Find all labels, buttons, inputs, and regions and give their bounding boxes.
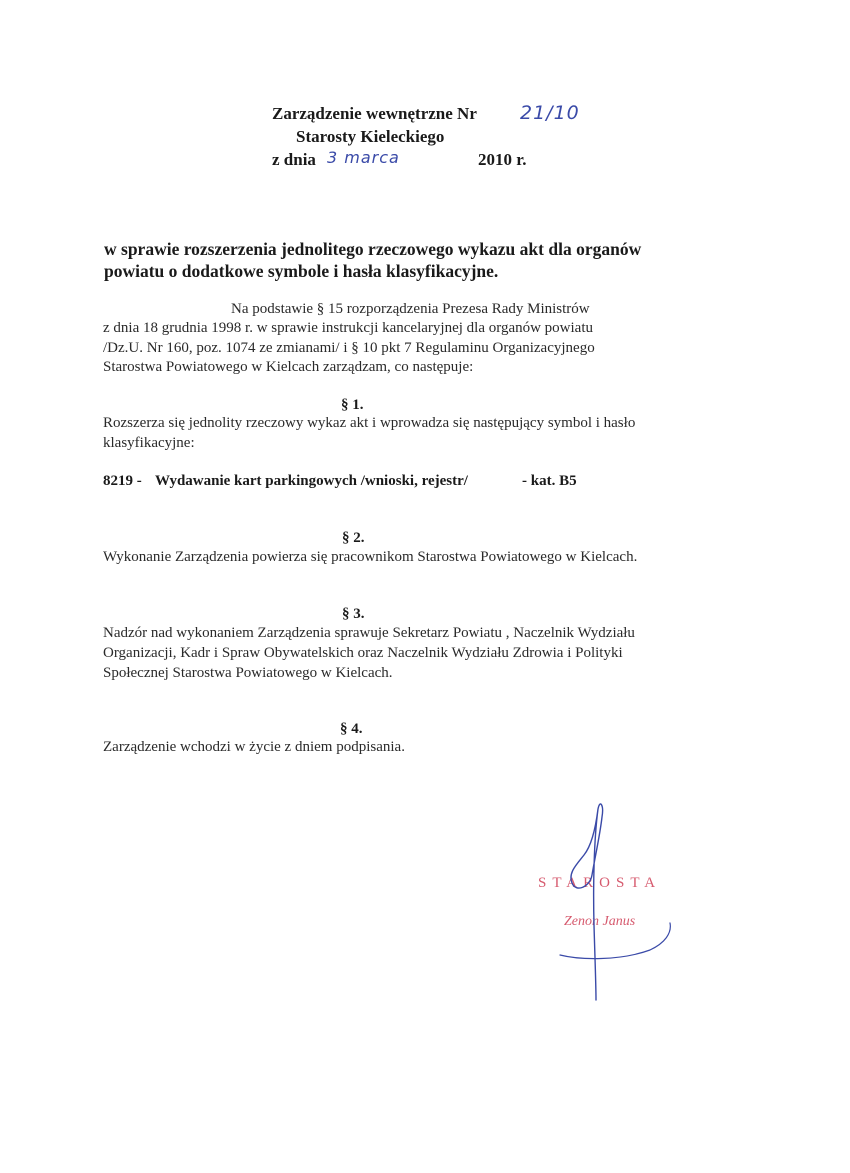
- year: 2010 r.: [478, 150, 527, 169]
- handwritten-signature: [540, 795, 690, 1020]
- section-4-heading: § 4.: [340, 721, 363, 737]
- handwritten-date: 3 marca: [327, 148, 400, 167]
- title-prefix: Zarządzenie wewnętrzne Nr: [272, 104, 477, 123]
- section-1-line-2: klasyfikacyjne:: [103, 435, 195, 451]
- preamble-line-3: /Dz.U. Nr 160, poz. 1074 ze zmianami/ i § 10 pkt 7 Regulaminu Organizacyjnego: [103, 340, 595, 356]
- section-3-line-1: Nadzór nad wykonaniem Zarządzenia sprawuje Sekretarz Powiatu , Naczelnik Wydziału: [103, 625, 635, 641]
- stamp-name: Zenon Janus: [564, 914, 636, 929]
- section-3-line-3: Społecznej Starostwa Powiatowego w Kielcach.: [103, 665, 393, 681]
- issuer-line: Starosty Kieleckiego: [296, 127, 445, 146]
- section-4-line-1: Zarządzenie wchodzi w życie z dniem podpisania.: [103, 739, 405, 755]
- preamble-line-4: Starostwa Powiatowego w Kielcach zarządzam, co następuje:: [103, 359, 474, 375]
- section-1-line-1: Rozszerza się jednolity rzeczowy wykaz akt i wprowadza się następujący symbol i hasło: [103, 415, 636, 431]
- stamp-title: STAROSTA: [538, 875, 662, 891]
- section-3-heading: § 3.: [342, 606, 365, 622]
- date-prefix: z dnia: [272, 150, 316, 169]
- subject-line-2: powiatu o dodatkowe symbole i hasła klasyfikacyjne.: [104, 261, 499, 281]
- handwritten-number: 21/10: [520, 102, 580, 124]
- section-2-line-1: Wykonanie Zarządzenia powierza się pracownikom Starostwa Powiatowego w Kielcach.: [103, 549, 638, 565]
- preamble-line-1: Na podstawie § 15 rozporządzenia Prezesa Rady Ministrów: [231, 301, 590, 317]
- section-3-line-2: Organizacji, Kadr i Spraw Obywatelskich oraz Naczelnik Wydziału Zdrowia i Polityki: [103, 645, 623, 661]
- section-2-heading: § 2.: [342, 530, 365, 546]
- preamble-line-2: z dnia 18 grudnia 1998 r. w sprawie instrukcji kancelaryjnej dla organów powiatu: [103, 320, 594, 336]
- entry-description: Wydawanie kart parkingowych /wnioski, rejestr/: [155, 473, 468, 489]
- entry-category: - kat. B5: [522, 473, 577, 489]
- entry-code: 8219 -: [103, 473, 142, 489]
- subject-line-1: w sprawie rozszerzenia jednolitego rzeczowego wykazu akt dla organów: [104, 239, 642, 259]
- section-1-heading: § 1.: [341, 397, 364, 413]
